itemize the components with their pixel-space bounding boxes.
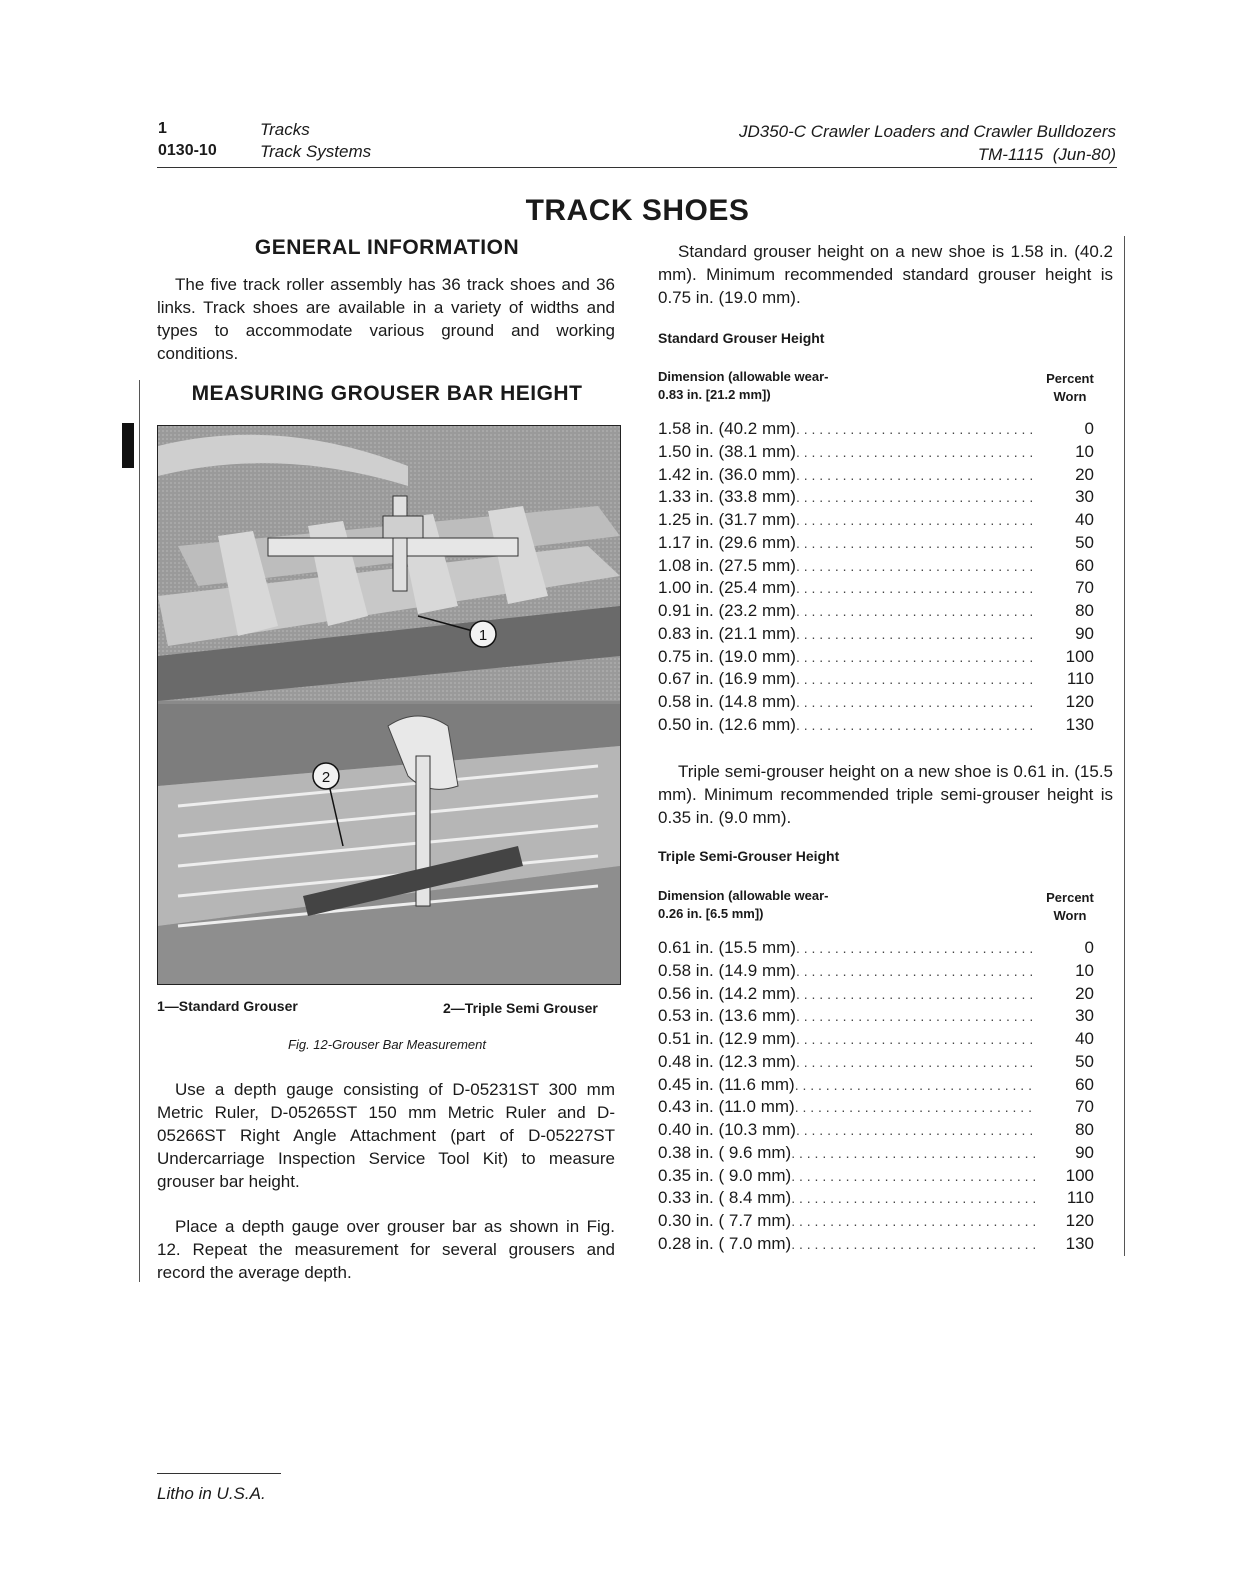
caption-triple-semi-grouser: 2—Triple Semi Grouser [443, 1000, 598, 1016]
grouser-measurement-photo [157, 425, 621, 985]
table-row [658, 1028, 1108, 1051]
table-row [658, 1187, 1108, 1210]
dimension-cell: 0.40 in. (10.3 mm) [658, 1120, 796, 1139]
general-info-heading: GENERAL INFORMATION [254, 236, 520, 259]
percent-cell: 40 [1075, 510, 1094, 529]
percent-cell: 120 [1065, 692, 1094, 711]
table-row [658, 1119, 1108, 1142]
caption-standard-grouser: 1—Standard Grouser [157, 998, 298, 1014]
percent-cell: 80 [1075, 1120, 1094, 1139]
triple-pct-header-line1: Percent [1046, 890, 1094, 905]
percent-cell: 10 [1075, 960, 1094, 980]
subgroup-name: Track Systems [260, 142, 372, 161]
percent-cell: 120 [1065, 1211, 1094, 1230]
left-margin-rule [139, 380, 140, 1282]
page-number: 1 [158, 120, 167, 137]
standard-pct-header-line2: Worn [1053, 389, 1087, 404]
percent-cell: 130 [1065, 714, 1094, 734]
page-title: TRACK SHOES [525, 194, 750, 227]
table-row [658, 577, 1108, 600]
percent-cell: 110 [1066, 1188, 1094, 1208]
triple-pct-header [1030, 889, 1110, 925]
percent-cell: 90 [1075, 623, 1094, 643]
percent-cell: 50 [1075, 532, 1094, 552]
dimension-cell: 1.58 in. (40.2 mm) [658, 419, 796, 438]
percent-cell: 80 [1075, 601, 1094, 620]
standard-dim-header [658, 368, 829, 404]
standard-pct-header-line1: Percent [1046, 371, 1094, 386]
dimension-cell: 0.58 in. (14.9 mm) [658, 960, 796, 980]
dimension-cell: 0.53 in. (13.6 mm) [658, 1006, 796, 1026]
dimension-cell: 0.61 in. (15.5 mm) [658, 938, 796, 957]
figure-caption: Fig. 12-Grouser Bar Measurement [288, 1037, 486, 1052]
dimension-cell: 1.42 in. (36.0 mm) [658, 464, 796, 484]
group-name: Tracks [260, 120, 310, 139]
triple-grouser-title: Triple Semi-Grouser Height [658, 848, 840, 864]
table-row [658, 555, 1108, 578]
standard-grouser-table [658, 418, 1108, 737]
footer-text: Litho in U.S.A. [157, 1484, 266, 1503]
table-row [658, 937, 1108, 960]
dimension-cell: 0.30 in. ( 7.7 mm) [658, 1211, 792, 1230]
table-row [658, 1142, 1108, 1165]
manual-title: JD350-C Crawler Loaders and Crawler Bulldozers [739, 122, 1116, 141]
dimension-cell: 0.75 in. (19.0 mm) [658, 646, 796, 666]
dimension-cell: 0.43 in. (11.0 mm) [658, 1097, 795, 1117]
percent-cell: 100 [1065, 646, 1094, 666]
table-row [658, 532, 1108, 555]
table-row [658, 983, 1108, 1006]
percent-cell: 30 [1075, 1006, 1094, 1026]
dimension-cell: 0.35 in. ( 9.0 mm) [658, 1165, 792, 1185]
standard-pct-header [1030, 370, 1110, 406]
percent-cell: 60 [1075, 555, 1094, 575]
table-row [658, 1074, 1108, 1097]
standard-dim-header-line2: 0.83 in. [21.2 mm]) [658, 387, 771, 402]
dimension-cell: 0.58 in. (14.8 mm) [658, 692, 796, 711]
callout-2: 2 [321, 769, 331, 786]
section-code: 0130-10 [158, 142, 217, 159]
percent-cell: 20 [1075, 464, 1094, 484]
dimension-cell: 0.91 in. (23.2 mm) [658, 601, 796, 620]
table-row [658, 509, 1108, 532]
header-rule [157, 167, 1117, 168]
depth-gauge-text: Use a depth gauge consisting of D-05231ST 300 mm Metric Ruler, D-05265ST 150 mm Metric Ruler and D-05266ST Right Angle Attachment (part of D-05227ST Undercarriage Inspection Service Tool Kit) to measure grouser bar height. [157, 1080, 615, 1191]
table-row [658, 1165, 1108, 1188]
table-row [658, 1096, 1108, 1119]
dimension-cell: 0.45 in. (11.6 mm) [658, 1074, 795, 1094]
dimension-cell: 0.56 in. (14.2 mm) [658, 983, 796, 1003]
triple-grouser-intro: Triple semi-grouser height on a new shoe is 0.61 in. (15.5 mm). Minimum recommended triple semi-grouser height is 0.35 in. (9.0 mm). [658, 762, 1113, 827]
place-gauge-text: Place a depth gauge over grouser bar as shown in Fig. 12. Repeat the measurement for several grousers and record the average depth. [157, 1217, 615, 1282]
table-row [658, 646, 1108, 669]
general-info-text: The five track roller assembly has 36 track shoes and 36 links. Track shoes are available in a variety of widths and types to accommodate various ground and working conditions. [157, 275, 615, 363]
standard-dim-header-line1: Dimension (allowable wear- [658, 369, 829, 384]
percent-cell: 70 [1075, 578, 1094, 598]
dimension-cell: 0.67 in. (16.9 mm) [658, 669, 796, 689]
dimension-cell: 0.83 in. (21.1 mm) [658, 623, 796, 643]
percent-cell: 20 [1075, 983, 1094, 1003]
photo-illustration [158, 426, 620, 984]
percent-cell: 130 [1065, 1233, 1094, 1253]
dimension-cell: 0.50 in. (12.6 mm) [658, 714, 796, 734]
table-row [658, 486, 1108, 509]
table-row [658, 1051, 1108, 1074]
dimension-cell: 1.33 in. (33.8 mm) [658, 487, 796, 507]
percent-cell: 30 [1075, 487, 1094, 507]
percent-cell: 40 [1075, 1029, 1094, 1048]
standard-grouser-intro: Standard grouser height on a new shoe is 1.58 in. (40.2 mm). Minimum recommended standard grouser height is 0.75 in. (19.0 mm). [658, 242, 1113, 307]
dimension-cell: 1.00 in. (25.4 mm) [658, 578, 796, 598]
measuring-heading: MEASURING GROUSER BAR HEIGHT [191, 382, 583, 405]
dimension-cell: 1.50 in. (38.1 mm) [658, 441, 796, 461]
dimension-cell: 0.28 in. ( 7.0 mm) [658, 1233, 792, 1253]
table-row [658, 600, 1108, 623]
percent-cell: 110 [1066, 669, 1094, 689]
table-row [658, 418, 1108, 441]
change-bar [122, 423, 134, 468]
table-row [658, 668, 1108, 691]
callout-1: 1 [478, 627, 488, 644]
triple-pct-header-line2: Worn [1053, 908, 1087, 923]
percent-cell: 0 [1084, 419, 1094, 438]
table-row [658, 691, 1108, 714]
table-row [658, 1005, 1108, 1028]
table-row [658, 960, 1108, 983]
table-row [658, 714, 1108, 737]
percent-cell: 90 [1075, 1142, 1094, 1162]
dimension-cell: 1.17 in. (29.6 mm) [658, 532, 796, 552]
table-row [658, 1210, 1108, 1233]
triple-dim-header-line1: Dimension (allowable wear- [658, 888, 829, 903]
right-margin-rule [1124, 236, 1125, 1256]
manual-code: TM-1115 (Jun-80) [977, 145, 1116, 164]
dimension-cell: 0.51 in. (12.9 mm) [658, 1029, 796, 1048]
standard-grouser-title: Standard Grouser Height [658, 330, 825, 346]
triple-dim-header [658, 887, 829, 923]
footer-rule [157, 1473, 281, 1474]
table-row [658, 464, 1108, 487]
table-row [658, 623, 1108, 646]
triple-dim-header-line2: 0.26 in. [6.5 mm]) [658, 906, 764, 921]
percent-cell: 50 [1075, 1051, 1094, 1071]
percent-cell: 70 [1075, 1097, 1094, 1117]
percent-cell: 0 [1084, 938, 1094, 957]
dimension-cell: 0.48 in. (12.3 mm) [658, 1051, 796, 1071]
percent-cell: 60 [1075, 1074, 1094, 1094]
percent-cell: 100 [1065, 1165, 1094, 1185]
dimension-cell: 1.08 in. (27.5 mm) [658, 555, 796, 575]
dimension-cell: 0.38 in. ( 9.6 mm) [658, 1142, 792, 1162]
table-row [658, 1233, 1108, 1256]
dimension-cell: 0.33 in. ( 8.4 mm) [658, 1188, 792, 1208]
dimension-cell: 1.25 in. (31.7 mm) [658, 510, 796, 529]
percent-cell: 10 [1075, 441, 1094, 461]
table-row [658, 441, 1108, 464]
triple-grouser-table [658, 937, 1108, 1256]
